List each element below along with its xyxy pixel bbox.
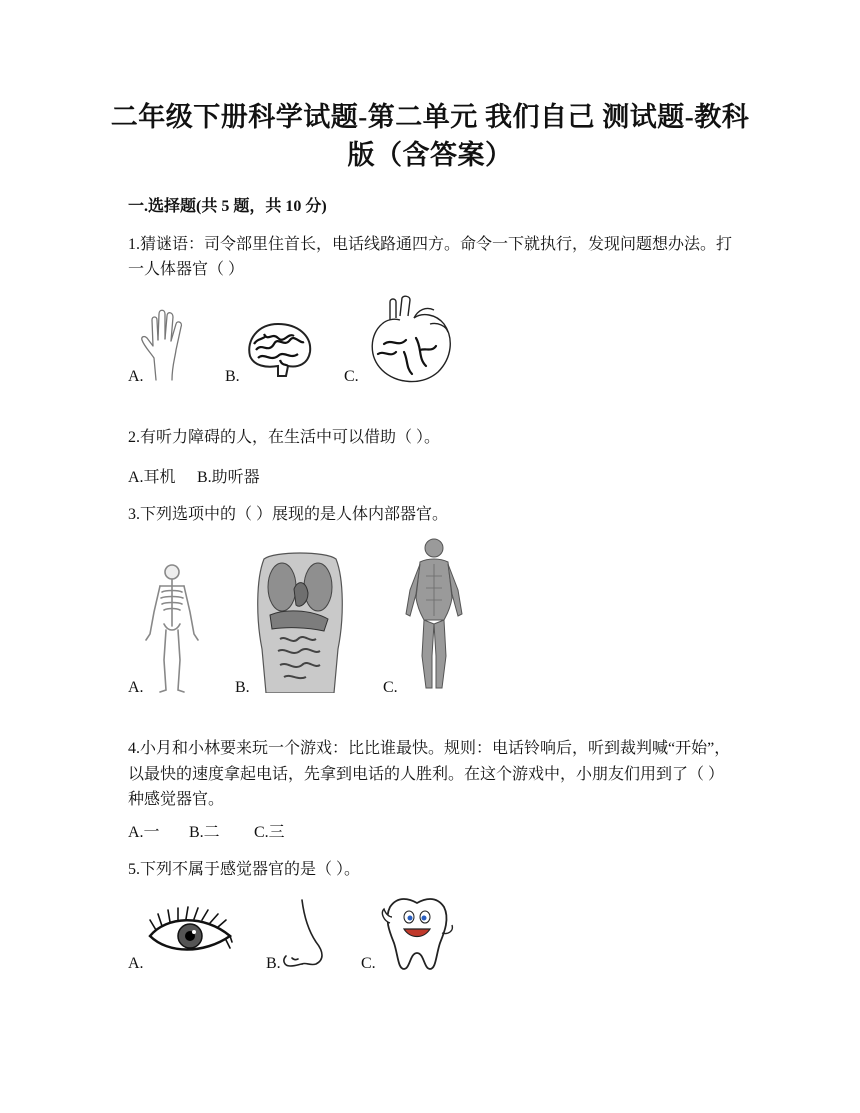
q5-option-c: C. bbox=[361, 955, 376, 972]
q2-option-a: A.耳机 bbox=[128, 469, 176, 486]
hand-icon bbox=[140, 306, 192, 382]
q4-option-b: B.二 bbox=[189, 824, 220, 841]
q3-option-c: C. bbox=[383, 679, 398, 696]
q4-option-a: A.一 bbox=[128, 824, 160, 841]
question-5-text: 5.下列不属于感觉器官的是（ ）。 bbox=[128, 861, 361, 878]
skeleton-icon bbox=[142, 562, 202, 694]
brain-icon bbox=[244, 320, 314, 378]
question-2-text: 2.有听力障碍的人，在生活中可以借助（ ）。 bbox=[128, 429, 441, 446]
q3-option-a: A. bbox=[128, 679, 144, 696]
heart-icon bbox=[360, 294, 460, 386]
question-1-text: 1.猜谜语：司令部里住首长，电话线路通四方。命令一下就执行，发现问题想办法。打一人体器官（ ） bbox=[128, 236, 733, 278]
q1-option-c: C. bbox=[344, 368, 359, 385]
internal-organs-icon bbox=[250, 549, 350, 693]
q1-option-b: B. bbox=[225, 368, 240, 385]
page-title: 二年级下册科学试题-第二单元 我们自己 测试题-教科版（含答案） bbox=[110, 102, 750, 170]
q4-option-c: C.三 bbox=[254, 824, 285, 841]
q3-option-b: B. bbox=[235, 679, 250, 696]
question-3-text: 3.下列选项中的（ ）展现的是人体内部器官。 bbox=[128, 506, 449, 523]
question-4-text: 4.小月和小林要来玩一个游戏：比比谁最快。规则：电话铃响后，听到裁判喊“开始”，以最快的速度拿起电话，先拿到电话的人胜利。在这个游戏中，小朋友们用到了（ ）种感觉器官。 bbox=[128, 740, 731, 808]
q2-option-b: B.助听器 bbox=[197, 469, 260, 486]
nose-icon bbox=[280, 898, 330, 970]
q5-option-a: A. bbox=[128, 955, 144, 972]
q5-option-b: B. bbox=[266, 955, 281, 972]
tooth-icon bbox=[376, 893, 458, 973]
eye-icon bbox=[146, 906, 234, 960]
section-heading: 一.选择题(共 5 题，共 10 分) bbox=[128, 198, 327, 215]
q1-option-a: A. bbox=[128, 368, 144, 385]
muscle-figure-icon bbox=[398, 536, 470, 696]
